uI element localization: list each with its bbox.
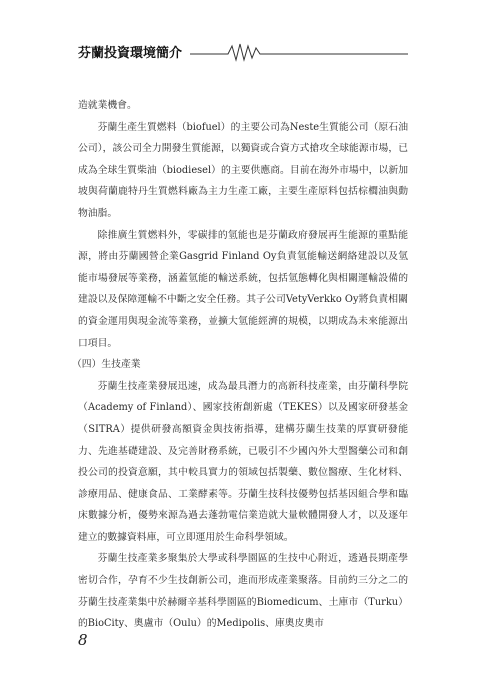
paragraph-biofuel: 芬蘭生產生質燃料（biofuel）的主要公司為Neste生質能公司（原石油公司），該公司全力開發生質能源，以獨資或合資方式搶攻全球能源市場，已成為全球生質柴油（biodiesel）的主要供應商。目前在海外市場中，以新加坡與荷蘭鹿特丹生質燃料廠為主力生產工廠，主要生產原料包括棕櫚油與動物油脂。 bbox=[78, 121, 408, 219]
paragraph-hydrogen: 除推廣生質燃料外，零碳排的氫能也是芬蘭政府發展再生能源的重點能源，將由芬蘭國營企業Gasgrid Finland Oy負責氫能輸送網絡建設以及氫能市場發展等業務，涵蓋氫能的輸送系統，包括氫態轉化與相關運輸設備的建設以及保障運輸不中斷之安全任務。其子公司VetyVerkko Oy將負責相關的資金運用與現金流等業務，並擴大氫能經濟的規模，以期成為未來能源出口項目。 bbox=[78, 229, 408, 349]
header-title: 芬蘭投資環境簡介 bbox=[78, 46, 183, 61]
body-text bbox=[72, 95, 408, 635]
page-header bbox=[78, 40, 408, 64]
paragraph-biotech-clusters: 芬蘭生技產業多聚集於大學或科學園區的生技中心附近，透過長期產學密切合作，孕育不少生技創新公司，進而形成產業聚落。目前約三分之二的芬蘭生技產業集中於赫爾辛基科學園區的Biomedicum、土庫市（Turku）的BioCity、奧盧市（Oulu）的Medipolis、庫奧皮奧市 bbox=[78, 553, 408, 630]
section-heading-biotech: （四）生技產業 bbox=[72, 359, 141, 371]
paragraph-continuation: 造就業機會。 bbox=[78, 100, 137, 111]
header-wave-decoration-icon bbox=[78, 40, 408, 64]
page-number: 8 bbox=[78, 631, 88, 649]
paragraph-biotech-overview: 芬蘭生技產業發展迅速，成為最具潛力的高新科技產業，由芬蘭科學院（Academy of Finland）、國家技術創新處（TEKES）以及國家研發基金（SITRA）提供研發高額資金與技術指導，建構芬蘭生技業的厚實研發能力、先進基礎建設、及完善財務系統，已吸引不少國內外大型醫藥公司和創投公司的投資意願，其中較具實力的領域包括製藥、數位醫療、生化材料、診療用品、健康食品、工業酵素等。芬蘭生技科技優勢包括基因組合學和臨床數據分析，優勢來源為過去蓬勃電信業造就大量軟體開發人才，以及逐年建立的數據資料庫，可立即運用於生命科學領域。 bbox=[78, 380, 408, 543]
